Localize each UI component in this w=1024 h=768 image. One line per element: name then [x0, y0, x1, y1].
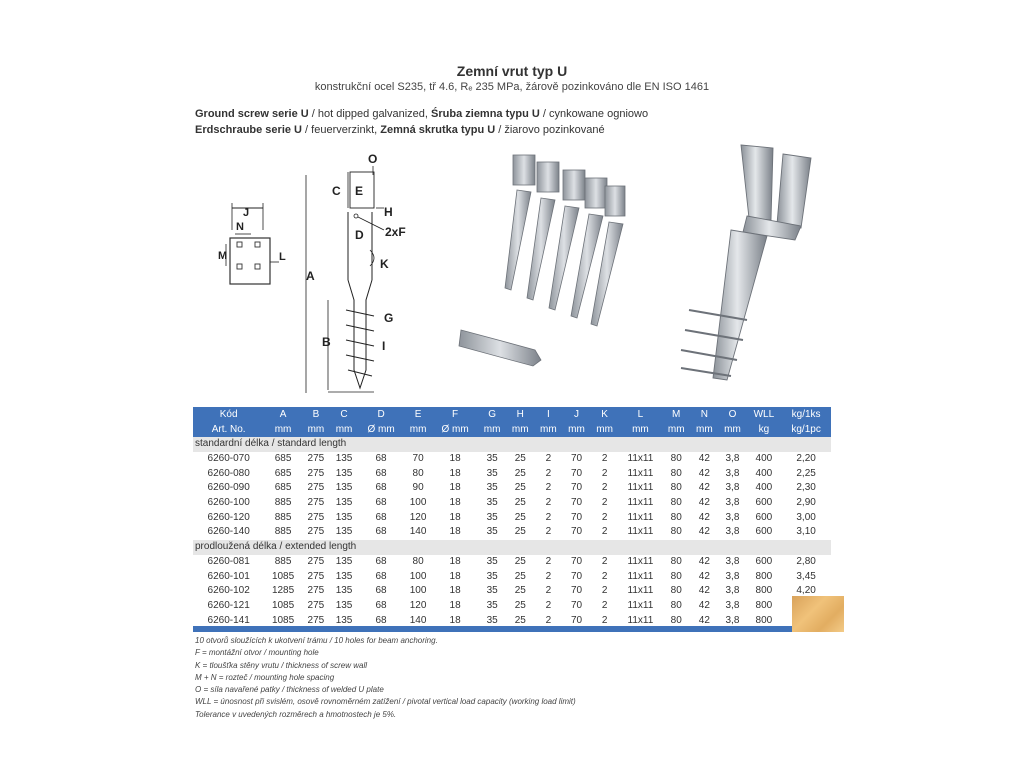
label-c: C — [332, 184, 341, 198]
table-cell: 68 — [375, 585, 387, 597]
col-unit: Ø mm — [441, 423, 469, 435]
table-row — [193, 599, 831, 614]
intro-de-name: Erdschraube serie U — [195, 124, 302, 136]
table-cell: 1085 — [271, 614, 295, 626]
table-cell: 35 — [486, 497, 498, 509]
table-cell: 11x11 — [627, 511, 654, 523]
table-row — [193, 569, 831, 584]
table-row — [193, 466, 831, 481]
table-cell: 275 — [307, 570, 325, 582]
note: O = síla navařené patky / thickness of welded U plate — [195, 685, 384, 695]
table-cell: 2 — [545, 497, 552, 509]
table-cell: 2 — [601, 526, 608, 538]
table-cell: 600 — [755, 511, 773, 523]
table-cell: 11x11 — [627, 570, 654, 582]
col-header: F — [452, 408, 459, 420]
screw-side-view-diagram — [300, 150, 425, 400]
table-cell: 275 — [307, 453, 325, 465]
table-cell: 120 — [409, 511, 427, 523]
section-standard-label: standardní délka / standard length — [193, 437, 831, 452]
intro-sk-name: Zemná skrutka typu U — [380, 124, 496, 136]
table-cell: 135 — [335, 526, 353, 538]
label-e: E — [355, 184, 364, 198]
col-unit: mm — [409, 423, 427, 435]
table-cell: 42 — [698, 614, 710, 626]
table-cell: 135 — [335, 585, 353, 597]
table-cell: 685 — [274, 453, 292, 465]
intro-en-desc: / hot dipped galvanized, — [308, 108, 432, 120]
table-cell: 70 — [570, 453, 583, 465]
footnotes — [195, 635, 576, 721]
table-cell: 25 — [514, 585, 526, 597]
col-unit: mm — [511, 423, 529, 435]
col-header: I — [546, 408, 550, 420]
table-cell: 275 — [307, 555, 325, 567]
table-cell: 42 — [698, 599, 710, 611]
intro-sk-desc: / žiarovo pozinkované — [495, 124, 605, 136]
col-unit: mm — [274, 423, 292, 435]
table-cell: 42 — [698, 570, 710, 582]
table-cell: 70 — [570, 570, 583, 582]
table-cell: 100 — [409, 497, 427, 509]
table-cell: 80 — [670, 555, 682, 567]
section-standard — [193, 437, 831, 452]
table-cell: 42 — [698, 467, 710, 479]
table-cell: 275 — [307, 467, 325, 479]
table-cell: 600 — [755, 526, 773, 538]
table-cell: 800 — [755, 585, 773, 597]
col-header: J — [574, 408, 579, 420]
table-cell: 11x11 — [627, 482, 654, 494]
col-unit: mm — [632, 423, 649, 435]
table-cell: 90 — [412, 482, 424, 494]
table-cell: 68 — [375, 599, 387, 611]
table-cell: 42 — [698, 526, 710, 538]
table-cell: 11x11 — [627, 526, 654, 538]
table-cell: 68 — [375, 614, 387, 626]
table-cell: 885 — [274, 511, 292, 523]
table-cell: 42 — [698, 453, 710, 465]
table-cell: 2 — [545, 482, 552, 494]
label-m: M — [218, 250, 228, 262]
table-cell: 275 — [307, 497, 325, 509]
page-subtitle: konstrukční ocel S235, tř 4.6, Rₑ 235 MPa, žárově pozinkováno dle EN ISO 1461 — [314, 81, 710, 93]
table-cell: 70 — [570, 482, 583, 494]
table-cell: 11x11 — [627, 555, 654, 567]
table-cell: 885 — [274, 497, 292, 509]
table-cell: 275 — [307, 526, 325, 538]
spec-table — [193, 407, 831, 628]
table-cell: 18 — [449, 467, 461, 479]
table-cell: 3,00 — [796, 511, 816, 523]
table-cell: 70 — [570, 526, 583, 538]
table-cell: 6260-121 — [207, 599, 250, 611]
page-title: Zemní vrut typ U — [456, 63, 568, 79]
col-header: L — [637, 408, 644, 420]
table-cell: 35 — [486, 467, 498, 479]
table-cell: 120 — [409, 599, 427, 611]
table-cell: 400 — [755, 467, 773, 479]
table-cell: 275 — [307, 482, 325, 494]
table-cell: 80 — [412, 467, 424, 479]
table-cell: 6260-140 — [207, 526, 250, 538]
label-d: D — [355, 228, 364, 242]
table-cell: 42 — [698, 482, 710, 494]
table-cell: 885 — [274, 555, 292, 567]
table-cell: 1085 — [271, 570, 295, 582]
label-a: A — [306, 269, 315, 283]
table-cell: 11x11 — [627, 614, 654, 626]
table-cell: 400 — [755, 453, 773, 465]
table-cell: 42 — [698, 497, 710, 509]
col-header: H — [516, 408, 524, 420]
table-cell: 275 — [307, 585, 325, 597]
table-cell: 68 — [375, 467, 387, 479]
table-cell: 25 — [514, 599, 526, 611]
table-cell: 800 — [755, 614, 773, 626]
label-o: O — [368, 152, 378, 166]
note: K = tloušťka stěny vrutu / thickness of screw wall — [195, 660, 368, 670]
table-cell: 18 — [449, 526, 461, 538]
table-cell: 135 — [335, 599, 353, 611]
table-cell: 70 — [570, 614, 583, 626]
table-cell: 3,8 — [725, 555, 740, 567]
table-cell: 25 — [514, 614, 526, 626]
intro-en-name: Ground screw serie U — [195, 108, 309, 120]
table-cell: 68 — [375, 511, 387, 523]
table-cell: 3,8 — [725, 614, 740, 626]
table-cell: 6260-101 — [207, 570, 250, 582]
table-cell: 80 — [670, 585, 682, 597]
table-cell: 68 — [375, 570, 387, 582]
table-cell: 18 — [449, 585, 461, 597]
col-unit: mm — [307, 423, 325, 435]
table-cell: 68 — [375, 482, 387, 494]
section-extended — [193, 540, 831, 555]
note: M + N = rozteč / mounting hole spacing — [195, 672, 335, 682]
col-header: A — [279, 408, 287, 420]
table-cell: 6260-102 — [207, 585, 250, 597]
table-cell: 6260-100 — [207, 497, 250, 509]
col-header: E — [414, 408, 422, 420]
table-cell: 800 — [755, 570, 773, 582]
col-unit: mm — [724, 423, 741, 435]
table-cell: 2 — [601, 467, 608, 479]
label-l: L — [279, 251, 286, 263]
col-header: G — [488, 408, 497, 420]
table-cell: 42 — [698, 511, 710, 523]
table-cell: 35 — [486, 614, 498, 626]
col-unit: mm — [568, 423, 585, 435]
intro-line-2 — [195, 124, 605, 136]
table-cell: 70 — [570, 467, 583, 479]
table-row — [193, 452, 831, 467]
table-cell: 70 — [570, 555, 583, 567]
col-header: Kód — [219, 408, 238, 420]
table-cell: 2 — [545, 570, 552, 582]
table-cell: 80 — [670, 570, 682, 582]
table-cell: 2,20 — [796, 453, 816, 465]
table-cell: 2 — [545, 585, 552, 597]
table-cell: 4,20 — [796, 585, 816, 597]
table-cell: 2 — [601, 511, 608, 523]
table-cell: 18 — [449, 570, 461, 582]
col-header: K — [601, 408, 608, 420]
table-cell: 6260-070 — [207, 453, 250, 465]
table-cell: 70 — [412, 453, 424, 465]
table-cell: 11x11 — [627, 599, 654, 611]
table-cell: 100 — [409, 585, 427, 597]
table-cell: 2 — [545, 614, 552, 626]
table-cell: 3,8 — [725, 570, 740, 582]
table-cell: 11x11 — [627, 497, 654, 509]
label-i: I — [382, 339, 386, 353]
col-header: kg/1ks — [791, 408, 821, 420]
table-cell: 3,8 — [725, 467, 740, 479]
table-cell: 80 — [670, 453, 682, 465]
table-cell: 6260-141 — [207, 614, 250, 626]
table-cell: 80 — [412, 555, 424, 567]
table-cell: 2 — [545, 555, 552, 567]
table-cell: 35 — [486, 453, 498, 465]
label-2xf: 2xF — [385, 225, 406, 239]
table-cell: 68 — [375, 526, 387, 538]
table-cell: 275 — [307, 599, 325, 611]
table-cell: 68 — [375, 453, 387, 465]
table-cell: 18 — [449, 453, 461, 465]
table-cell: 135 — [335, 555, 353, 567]
product-photo-single-screw — [655, 140, 815, 390]
table-cell: 25 — [514, 453, 526, 465]
table-cell: 2 — [545, 599, 552, 611]
table-cell: 2 — [601, 585, 608, 597]
col-unit: Art. No. — [211, 423, 246, 435]
table-cell: 68 — [375, 555, 387, 567]
table-cell: 80 — [670, 467, 682, 479]
col-header: D — [377, 408, 385, 420]
table-cell: 400 — [755, 482, 773, 494]
table-cell: 35 — [486, 585, 498, 597]
col-unit: mm — [540, 423, 557, 435]
table-cell: 35 — [486, 482, 498, 494]
table-cell: 80 — [670, 482, 682, 494]
table-cell: 6260-081 — [207, 555, 250, 567]
table-cell: 2 — [601, 453, 608, 465]
table-cell: 6260-090 — [207, 482, 250, 494]
table-cell: 2 — [601, 599, 608, 611]
col-header: WLL — [753, 408, 775, 420]
table-row — [193, 510, 831, 525]
table-cell: 25 — [514, 497, 526, 509]
table-cell: 1085 — [271, 599, 295, 611]
table-cell: 2 — [545, 511, 552, 523]
table-cell: 3,8 — [725, 585, 740, 597]
note: Tolerance v uvedených rozměrech a hmotnostech je 5%. — [195, 709, 397, 719]
table-cell: 80 — [670, 599, 682, 611]
table-cell: 2,25 — [796, 467, 816, 479]
table-cell: 135 — [335, 453, 353, 465]
header-units-row — [193, 422, 831, 437]
col-header: N — [700, 408, 708, 420]
table-cell: 2 — [601, 570, 608, 582]
table-cell: 2,80 — [796, 555, 816, 567]
col-unit: kg/1pc — [791, 423, 821, 435]
table-cell: 3,8 — [725, 453, 740, 465]
table-cell: 600 — [755, 555, 773, 567]
table-cell: 2 — [601, 614, 608, 626]
table-cell: 2,90 — [796, 497, 816, 509]
table-cell: 135 — [335, 482, 353, 494]
table-cell: 3,8 — [725, 511, 740, 523]
wood-sample-swatch — [792, 596, 844, 632]
col-unit: Ø mm — [367, 423, 395, 435]
table-row — [193, 555, 831, 570]
table-cell: 2 — [601, 555, 608, 567]
table-cell: 135 — [335, 497, 353, 509]
table-row — [193, 481, 831, 496]
col-unit: mm — [335, 423, 353, 435]
table-cell: 6260-120 — [207, 511, 250, 523]
table-row — [193, 525, 831, 540]
table-cell: 275 — [307, 511, 325, 523]
col-unit: mm — [483, 423, 501, 435]
table-cell: 3,8 — [725, 482, 740, 494]
table-cell: 80 — [670, 614, 682, 626]
table-cell: 80 — [670, 526, 682, 538]
col-unit: mm — [667, 423, 685, 435]
table-cell: 35 — [486, 555, 498, 567]
label-g: G — [384, 311, 394, 325]
table-cell: 25 — [514, 511, 526, 523]
table-cell: 35 — [486, 599, 498, 611]
table-cell: 42 — [698, 585, 710, 597]
table-cell: 18 — [449, 497, 461, 509]
table-cell: 600 — [755, 497, 773, 509]
table-cell: 2 — [601, 497, 608, 509]
col-header: C — [340, 408, 348, 420]
table-cell: 11x11 — [627, 467, 654, 479]
intro-pl-desc: / cynkowane ogniowo — [539, 108, 649, 120]
table-cell: 68 — [375, 497, 387, 509]
table-cell: 3,8 — [725, 526, 740, 538]
table-cell: 18 — [449, 511, 461, 523]
table-cell: 35 — [486, 511, 498, 523]
table-cell: 6260-080 — [207, 467, 250, 479]
table-cell: 11x11 — [627, 585, 654, 597]
table-cell: 35 — [486, 570, 498, 582]
table-cell: 25 — [514, 467, 526, 479]
intro-line-1 — [195, 108, 648, 120]
table-bottom-bar — [193, 626, 831, 632]
table-cell: 70 — [570, 585, 583, 597]
table-row — [193, 496, 831, 511]
table-cell: 25 — [514, 555, 526, 567]
table-cell: 685 — [274, 467, 292, 479]
table-cell: 135 — [335, 467, 353, 479]
table-cell: 3,10 — [796, 526, 816, 538]
table-cell: 35 — [486, 526, 498, 538]
note: 10 otvorů sloužících k ukotvení trámu / 10 holes for beam anchoring. — [195, 636, 438, 645]
intro-de-desc: / feuerverzinkt, — [302, 124, 381, 136]
table-cell: 70 — [570, 599, 583, 611]
header-codes-row — [193, 407, 831, 422]
table-cell: 140 — [409, 526, 427, 538]
table-cell: 80 — [670, 497, 682, 509]
table-cell: 2 — [545, 467, 552, 479]
plate-top-view-diagram — [215, 200, 295, 290]
table-cell: 3,8 — [725, 497, 740, 509]
table-row — [193, 584, 831, 599]
table-cell: 3,45 — [796, 570, 816, 582]
col-header: M — [672, 408, 681, 420]
table-cell: 885 — [274, 526, 292, 538]
col-header: O — [728, 408, 737, 420]
table-cell: 135 — [335, 511, 353, 523]
table-cell: 2 — [601, 482, 608, 494]
label-h: H — [384, 205, 393, 219]
label-k: K — [380, 257, 389, 271]
product-photo-screw-group — [445, 150, 645, 395]
table-cell: 1285 — [271, 585, 295, 597]
table-cell: 2,30 — [796, 482, 816, 494]
note: F = montážní otvor / mounting hole — [195, 648, 319, 658]
table-cell: 18 — [449, 614, 461, 626]
table-cell: 100 — [409, 570, 427, 582]
table-cell: 42 — [698, 555, 710, 567]
table-cell: 800 — [755, 599, 773, 611]
table-cell: 18 — [449, 555, 461, 567]
table-cell: 18 — [449, 599, 461, 611]
col-unit: mm — [695, 423, 713, 435]
intro-pl-name: Śruba ziemna typu U — [431, 108, 540, 120]
label-j: J — [243, 207, 250, 219]
label-b: B — [322, 335, 331, 349]
table-cell: 685 — [274, 482, 292, 494]
col-unit: mm — [596, 423, 613, 435]
table-cell: 135 — [335, 570, 353, 582]
table-cell: 3,8 — [725, 599, 740, 611]
table-cell: 70 — [570, 511, 583, 523]
table-cell: 140 — [409, 614, 427, 626]
table-cell: 25 — [514, 570, 526, 582]
table-cell: 135 — [335, 614, 353, 626]
table-cell: 2 — [545, 453, 552, 465]
col-unit: kg — [758, 423, 770, 435]
table-cell: 2 — [545, 526, 552, 538]
table-cell: 25 — [514, 482, 526, 494]
table-cell: 11x11 — [627, 453, 654, 465]
table-cell: 70 — [570, 497, 583, 509]
table-cell: 18 — [449, 482, 461, 494]
col-header: B — [312, 408, 320, 420]
section-extended-label: prodloužená délka / extended length — [193, 540, 831, 555]
table-cell: 80 — [670, 511, 682, 523]
note: WLL = únosnost při svislém, osově rovnoměrném zatížení / pivotal vertical load capacity (working load limit) — [195, 697, 576, 707]
table-cell: 275 — [307, 614, 325, 626]
label-n: N — [236, 221, 244, 233]
table-cell: 25 — [514, 526, 526, 538]
